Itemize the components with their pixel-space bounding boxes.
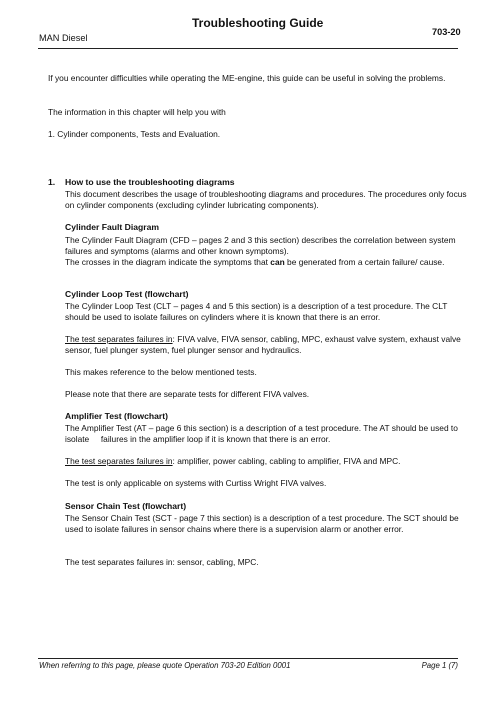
cfd-text-2-bold: can — [270, 257, 285, 267]
cfd-heading: Cylinder Fault Diagram — [65, 222, 160, 232]
cfd-text-2-before: The crosses in the diagram indicate the symptoms that — [65, 257, 271, 267]
intro-paragraph-1: If you encounter difficulties while operating the ME-engine, this guide can be useful in solving the problems. — [48, 73, 446, 83]
at-text-2: The test is only applicable on systems with Curtiss Wright FIVA valves. — [65, 478, 327, 488]
intro-paragraph-2: The information in this chapter will help you with — [48, 107, 226, 117]
sct-text-1: The Sensor Chain Test (SCT - page 7 this section) is a description of a test procedure. The SCT should be used to isolate failures in sensor chains where there is a supervision alarm or another error. — [65, 513, 459, 535]
section-intro-text: This document describes the usage of troubleshooting diagrams and procedures. The procedures only focus on cylinder components (excluding cylinder lubricating components). — [65, 189, 467, 211]
sct-text-2: The test separates failures in: sensor, cabling, MPC. — [65, 557, 259, 567]
intro-list-item: 1. Cylinder components, Tests and Evaluation. — [48, 129, 221, 139]
at-heading: Amplifier Test (flowchart) — [65, 411, 168, 421]
sct-heading: Sensor Chain Test (flowchart) — [65, 501, 187, 511]
section-number-label: 1. — [48, 177, 56, 187]
at-separates-text: : amplifier, power cabling, cabling to amplifier, FIVA and MPC. — [172, 456, 401, 466]
cfd-text-2-after: be generated from a certain failure/ cause. — [284, 257, 445, 267]
footer-note: When referring to this page, please quote Operation 703-20 Edition 0001 — [39, 661, 291, 670]
header-rule — [38, 48, 458, 49]
clt-text-2: This makes reference to the below mentioned tests. — [65, 367, 257, 377]
section-number: 703-20 — [432, 27, 461, 37]
clt-heading: Cylinder Loop Test (flowchart) — [65, 289, 189, 299]
company-name: MAN Diesel — [39, 33, 88, 43]
at-separates — [65, 456, 467, 467]
footer-page-number: Page 1 (7) — [421, 661, 458, 670]
cfd-text-1: The Cylinder Fault Diagram (CFD – pages 2 and 3 this section) describes the correlation between system failures and symptoms (alarms and other known symptoms). — [65, 235, 456, 257]
clt-text-1: The Cylinder Loop Test (CLT – pages 4 and 5 this section) is a description of a test procedure. The CLT should be used to isolate failures on cylinders where it is known that there is an error. — [65, 301, 448, 323]
clt-separates — [65, 334, 467, 356]
clt-separates-label: The test separates failures in — [65, 334, 173, 344]
clt-text-3: Please note that there are separate tests for different FIVA valves. — [65, 389, 310, 399]
section-heading: How to use the troubleshooting diagrams — [65, 177, 235, 187]
cfd-text-2 — [65, 257, 467, 268]
page-title: Troubleshooting Guide — [192, 16, 324, 30]
at-text-1: The Amplifier Test (AT – page 6 this section) is a description of a test procedure. The AT should be used to isolate failures in the amplifier loop if it is known that there is an error. — [65, 423, 461, 445]
clt-separates-text: : FIVA valve, FIVA sensor, cabling, MPC, exhaust valve system, exhaust valve sensor, fuel plunger system, fuel plunger sensor and hydraulics. — [65, 334, 461, 356]
footer-rule — [38, 658, 458, 659]
at-separates-label: The test separates failures in — [65, 456, 173, 466]
